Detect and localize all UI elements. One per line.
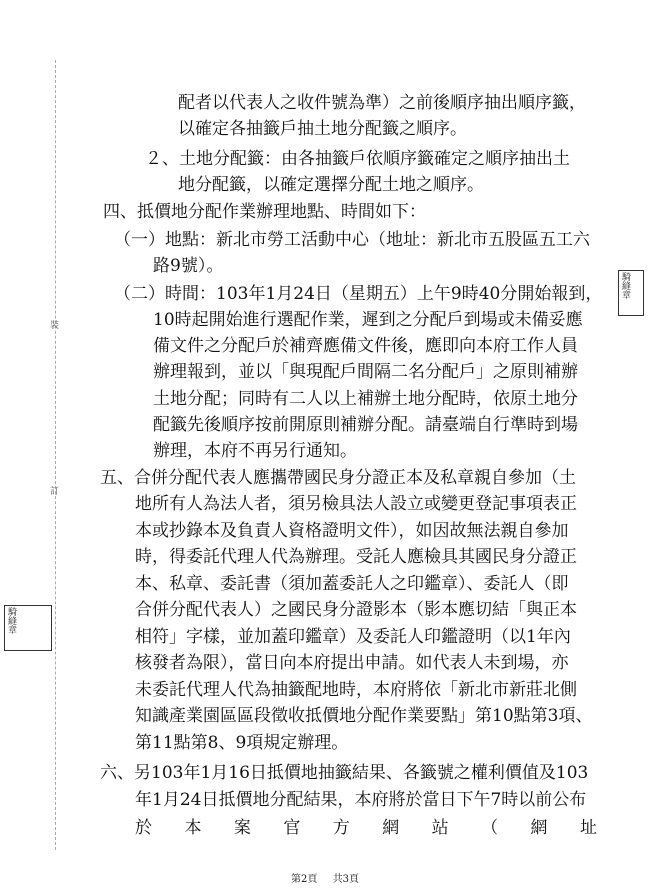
word: 站: [431, 818, 449, 838]
text-line: 土地分配；同時有二人以上補辦土地分配時，依原土地分: [153, 389, 578, 409]
text-line: 配籤先後順序按前開原則補辦分配。請臺端自行準時到場: [153, 415, 578, 435]
word: 址: [579, 818, 597, 838]
text-line: 辦理報到，並以「與現配戶間隔二名分配戶」之原則補辦: [153, 362, 578, 382]
word: 方: [332, 818, 350, 838]
text-line: （二）時間：103年1月24日（星期五）上午9時40分開始報到，: [114, 284, 603, 304]
text-line: ２、土地分配籤：由各抽籤戶依順序籤確定之順序抽出土: [145, 149, 570, 169]
page-total: 共3頁: [332, 874, 359, 885]
text-line: 辦理，本府不再另行通知。: [153, 441, 357, 461]
word: 於: [135, 818, 152, 838]
margin-label-ding: 訂: [50, 487, 60, 497]
word: 網: [530, 818, 548, 838]
text-line: 10時起開始進行選配作業，遲到之分配戶到場或未備妥應: [153, 310, 583, 330]
left-seal-stamp: [4, 605, 52, 651]
text-line: （一）地點：新北市勞工活動中心（地址：新北市五股區五工六: [114, 230, 590, 250]
text-line: 核發者為限），當日向本府提出申請。如代表人未到場，亦: [135, 653, 569, 673]
word: （: [481, 818, 499, 838]
left-seal-text: 騎縫章: [6, 607, 16, 634]
text-line: 未委託代理人代為抽籤配地時，本府將依「新北市新莊北側: [135, 680, 577, 700]
text-line: 配者以代表人之收件號為準）之前後順序抽出順序籤，: [178, 93, 586, 113]
justified-line: [135, 817, 597, 839]
text-line: 路9號）。: [153, 256, 224, 276]
text-line: 合併分配代表人）之國民身分證影本（影本應切結「與正本: [135, 600, 577, 620]
right-seal-stamp: [618, 270, 644, 316]
text-line: 本、私章、委託書（須加蓋委託人之印鑑章）、委託人（即: [135, 574, 569, 594]
text-line: 地分配籤，以確定選擇分配土地之順序。: [178, 175, 484, 195]
text-line: 本或抄錄本及負責人資格證明文件），如因故無法親自參加: [135, 521, 569, 541]
margin-label-zhuang: 裝: [50, 321, 60, 331]
text-line: 時，得委託代理人代為辦理。受託人應檢具其國民身分證正: [135, 547, 577, 567]
word: 網: [382, 818, 400, 838]
section-heading: 六、另103年1月16日抵價地抽籤結果、各籤號之權利價值及103: [100, 763, 589, 783]
binding-line: [55, 60, 56, 850]
text-line: 知識產業園區區段徵收抵價地分配作業要點」第10點第3項、: [135, 706, 593, 726]
section-heading: 四、抵價地分配作業辦理地點、時間如下：: [103, 202, 426, 222]
section-heading: 五、合併分配代表人應攜帶國民身分證正本及私章親自參加（土: [100, 468, 576, 488]
word: 案: [233, 818, 251, 838]
page-number: 第2頁: [291, 874, 318, 885]
word: 官: [283, 818, 301, 838]
text-line: 年1月24日抵價地分配結果，本府將於當日下午7時以前公布: [135, 790, 587, 810]
page-footer: [0, 870, 650, 885]
right-seal-text: 騎縫章: [620, 272, 630, 299]
text-line: 以確定各抽籤戶抽土地分配籤之順序。: [178, 119, 467, 139]
text-line: 地所有人為法人者，須另檢具法人設立或變更登記事項表正: [135, 494, 577, 514]
word: 本: [184, 818, 202, 838]
text-line: 備文件之分配戶於補齊應備文件後，應即向本府工作人員: [153, 336, 578, 356]
text-line: 第11點第8、9項規定辦理。: [135, 733, 349, 753]
text-line: 相符」字樣，並加蓋印鑑章）及委託人印鑑證明（以1年內: [135, 627, 571, 647]
